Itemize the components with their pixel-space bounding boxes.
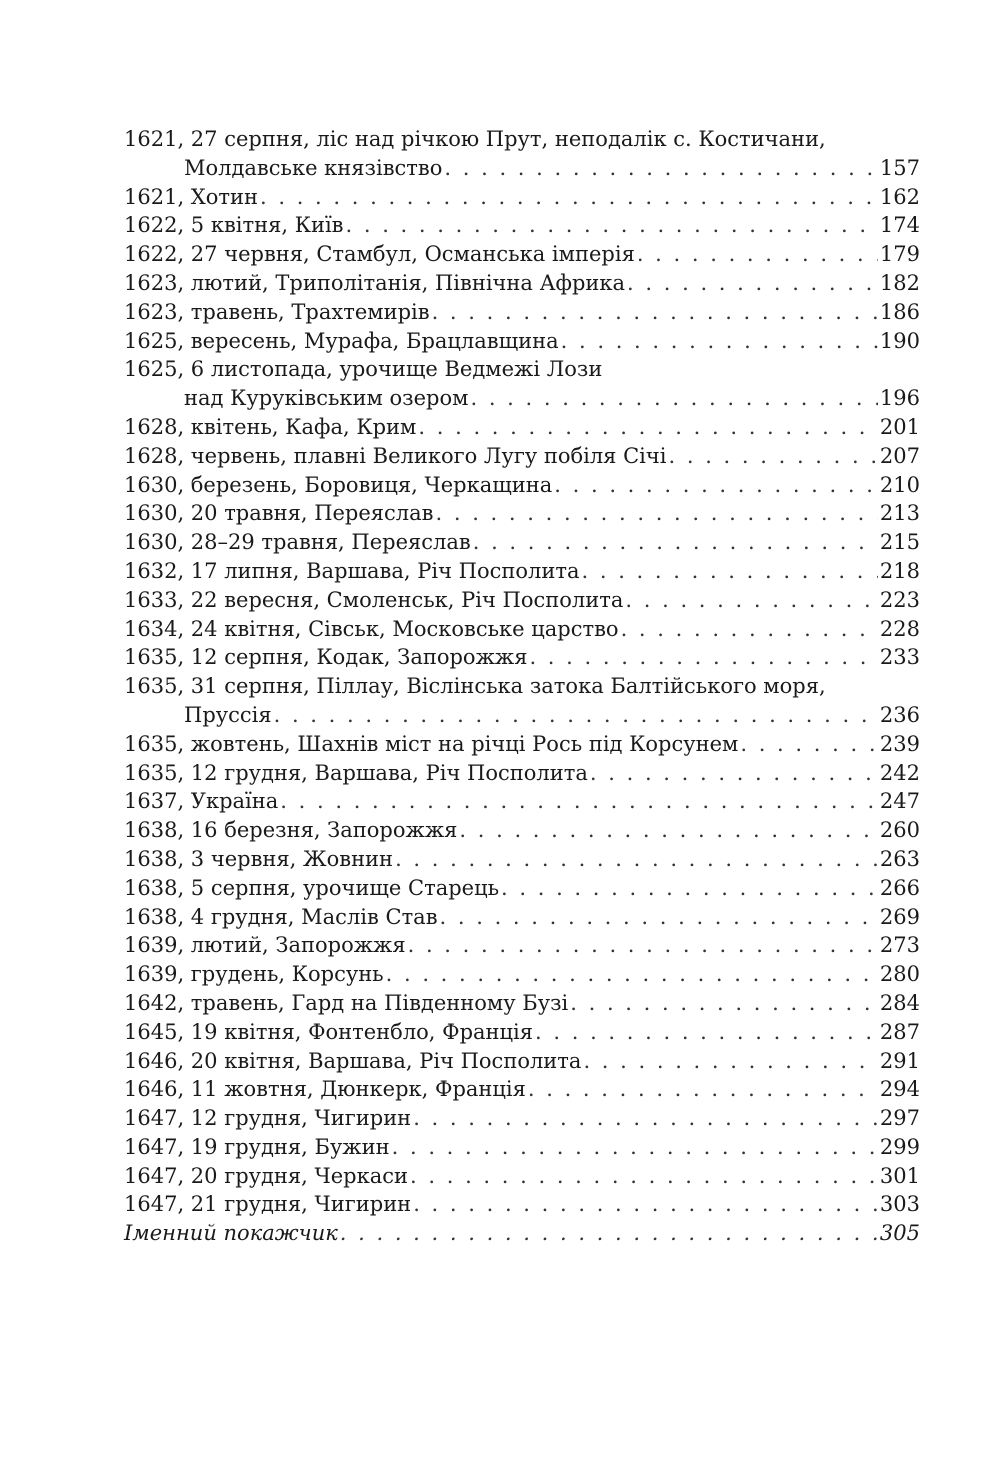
toc-entry-page-number: 239 <box>879 731 920 756</box>
toc-entry-line <box>124 903 920 932</box>
toc-entry-page-number: 162 <box>879 184 920 209</box>
toc-entry-page-number: 196 <box>879 386 920 411</box>
toc-entry <box>124 586 920 615</box>
dot-leader <box>413 1104 878 1133</box>
toc-entry-page-number: 218 <box>879 558 920 583</box>
dot-leader <box>570 989 878 1018</box>
toc-entry <box>124 442 920 471</box>
toc-entry-page-number: 182 <box>879 270 920 295</box>
toc-entry-title: 1635, 12 грудня, Варшава, Річ Посполита <box>124 760 588 785</box>
dot-leader <box>436 499 878 528</box>
toc-entry-page-number: 157 <box>879 155 920 180</box>
toc-entry <box>124 874 920 903</box>
toc-entry <box>124 960 920 989</box>
toc-entry-title: 1634, 24 квітня, Сівськ, Московське царство <box>124 616 619 641</box>
toc-entry-line <box>124 1219 920 1248</box>
toc-entry-title: 1639, грудень, Корсунь <box>124 962 384 987</box>
toc-entry-line <box>124 183 920 212</box>
toc-entry-page-number: 207 <box>879 443 920 468</box>
toc-entry-title: 1628, червень, плавні Великого Лугу побіля Січі <box>124 443 667 468</box>
toc-entry <box>124 615 920 644</box>
dot-leader <box>583 1047 877 1076</box>
toc-entry-title: 1638, 4 грудня, Маслів Став <box>124 904 438 929</box>
dot-leader <box>395 845 878 874</box>
toc-entry <box>124 211 920 240</box>
toc-entry-line <box>124 384 920 413</box>
toc-entry-line <box>124 816 920 845</box>
dot-leader <box>561 327 878 356</box>
toc-entry-line <box>124 557 920 586</box>
toc-entry-title: 1622, 27 червня, Стамбул, Османська імперія <box>124 242 635 267</box>
toc-entry-title: 1630, 28–29 травня, Переяслав <box>124 530 471 555</box>
toc-entry-line <box>124 1018 920 1047</box>
toc-entry-title: 1635, 31 серпня, Піллау, Віслінська затока Балтійського моря, <box>124 674 826 699</box>
toc-entry <box>124 1018 920 1047</box>
toc-entry-title: 1633, 22 вересня, Смоленськ, Річ Посполита <box>124 587 624 612</box>
toc-entry-page-number: 215 <box>879 530 920 555</box>
dot-leader <box>340 1219 878 1248</box>
toc-entry-title: Іменний покажчик <box>124 1221 338 1246</box>
dot-leader <box>470 384 877 413</box>
toc-entry-page-number: 260 <box>879 818 920 843</box>
toc-entry-title: 1625, вересень, Мурафа, Брацлавщина <box>124 328 559 353</box>
dot-leader <box>432 298 878 327</box>
toc-entry-page-number: 263 <box>879 846 920 871</box>
toc-entry-title: 1635, 12 серпня, Кодак, Запорожжя <box>124 645 528 670</box>
toc-entry-page-number: 284 <box>879 990 920 1015</box>
toc-entry <box>124 1219 920 1248</box>
dot-leader <box>408 931 878 960</box>
toc-entry-line <box>124 787 920 816</box>
toc-entry <box>124 1133 920 1162</box>
toc-entry <box>124 1190 920 1219</box>
toc-entry-line <box>124 643 920 672</box>
toc-entry-title: 1646, 20 квітня, Варшава, Річ Посполита <box>124 1048 582 1073</box>
toc-entry-line <box>124 615 920 644</box>
toc-entry-line <box>124 989 920 1018</box>
toc-entry <box>124 787 920 816</box>
toc-entry <box>124 528 920 557</box>
toc-entry-page-number: 233 <box>879 645 920 670</box>
toc-entry-title: 1647, 12 грудня, Чигирин <box>124 1106 412 1131</box>
dot-leader <box>529 643 877 672</box>
toc-entry-title: 1647, 19 грудня, Бужин <box>124 1134 390 1159</box>
dot-leader <box>346 211 878 240</box>
toc-entry-line <box>124 1162 920 1191</box>
toc-entry <box>124 471 920 500</box>
toc-entry <box>124 816 920 845</box>
toc-entry-page-number: 228 <box>879 616 920 641</box>
dot-leader <box>260 183 878 212</box>
toc-entry-title: 1623, травень, Трахтемирів <box>124 299 430 324</box>
toc-entry-page-number: 190 <box>879 328 920 353</box>
toc-entry-line <box>124 298 920 327</box>
dot-leader <box>444 154 878 183</box>
toc-entry <box>124 557 920 586</box>
toc-entry-page-number: 297 <box>879 1106 920 1131</box>
toc-entry-line <box>124 586 920 615</box>
dot-leader <box>274 701 878 730</box>
toc-entry-line <box>124 672 920 701</box>
toc-entry <box>124 1047 920 1076</box>
toc-entry-title: 1628, квітень, Кафа, Крим <box>124 414 417 439</box>
toc-entry-line <box>124 442 920 471</box>
toc-entry-title: 1642, травень, Гард на Південному Бузі <box>124 990 569 1015</box>
toc-entry <box>124 298 920 327</box>
toc-entry <box>124 499 920 528</box>
toc-entry-line <box>124 960 920 989</box>
dot-leader <box>528 1075 878 1104</box>
toc-entry-title: 1622, 5 квітня, Київ <box>124 213 344 238</box>
toc-entry <box>124 183 920 212</box>
toc-entry-title: Пруссія <box>184 702 272 727</box>
toc-entry-page-number: 236 <box>879 702 920 727</box>
dot-leader <box>627 269 878 298</box>
toc-entry-page-number: 247 <box>879 789 920 814</box>
toc-entry <box>124 730 920 759</box>
dot-leader <box>621 615 878 644</box>
toc-entry <box>124 327 920 356</box>
toc-entry-page-number: 266 <box>879 875 920 900</box>
toc-entry <box>124 845 920 874</box>
toc-entry <box>124 125 920 183</box>
toc-entry-page-number: 269 <box>879 904 920 929</box>
toc-entry-line <box>124 1133 920 1162</box>
toc-entry <box>124 672 920 730</box>
toc-entry-page-number: 210 <box>879 472 920 497</box>
toc-entry-line <box>124 845 920 874</box>
dot-leader <box>554 471 878 500</box>
toc-entry-line <box>124 701 920 730</box>
toc-entry-line <box>124 1190 920 1219</box>
dot-leader <box>418 413 878 442</box>
toc-entry-title: 1621, 27 серпня, ліс над річкою Прут, неподалік с. Костичани, <box>124 127 826 151</box>
toc-entry <box>124 1162 920 1191</box>
dot-leader <box>392 1133 878 1162</box>
toc-entry-title: 1639, лютий, Запорожжя <box>124 933 406 958</box>
toc-entry-line <box>124 528 920 557</box>
toc-entry-line <box>124 327 920 356</box>
toc-entry-page-number: 213 <box>879 501 920 526</box>
dot-leader <box>440 903 878 932</box>
toc-entry-page-number: 303 <box>879 1192 920 1217</box>
toc-entry-page-number: 242 <box>879 760 920 785</box>
toc-entry-title: 1645, 19 квітня, Фонтенбло, Франція <box>124 1019 534 1044</box>
dot-leader <box>473 528 878 557</box>
toc-entry-line <box>124 355 920 384</box>
toc-entry <box>124 931 920 960</box>
toc-entry-page-number: 299 <box>879 1134 920 1159</box>
toc-entry-page-number: 291 <box>879 1048 920 1073</box>
toc-entry-page-number: 223 <box>879 587 920 612</box>
toc-entry <box>124 903 920 932</box>
toc-entry-line <box>124 269 920 298</box>
toc-entry-title: 1647, 21 грудня, Чигирин <box>124 1192 412 1217</box>
toc-entry-title: 1647, 20 грудня, Черкаси <box>124 1163 409 1188</box>
toc-entry-title: 1637, Україна <box>124 789 279 814</box>
toc-entry <box>124 643 920 672</box>
dot-leader <box>582 557 878 586</box>
toc-entry-title: 1638, 3 червня, Жовнин <box>124 846 394 871</box>
toc-entry-page-number: 186 <box>879 299 920 324</box>
dot-leader <box>590 759 878 788</box>
toc-entry-title: 1623, лютий, Триполітанія, Північна Африка <box>124 270 626 295</box>
toc-entry-page-number: 294 <box>879 1077 920 1102</box>
toc-entry <box>124 1075 920 1104</box>
toc-entry-page-number: 287 <box>879 1019 920 1044</box>
dot-leader <box>625 586 878 615</box>
toc-entry-line <box>124 499 920 528</box>
toc-entry-line <box>124 730 920 759</box>
dot-leader <box>459 816 878 845</box>
toc-entry-title: 1638, 16 березня, Запорожжя <box>124 818 458 843</box>
toc-entry-line <box>124 874 920 903</box>
dot-leader <box>410 1162 878 1191</box>
toc-entry-line <box>124 413 920 442</box>
toc-entry-page-number: 305 <box>879 1221 920 1246</box>
table-of-contents <box>124 125 920 1248</box>
toc-entry <box>124 989 920 1018</box>
toc-entry-line <box>124 1075 920 1104</box>
toc-entry-line <box>124 211 920 240</box>
dot-leader <box>501 874 878 903</box>
toc-entry <box>124 1104 920 1133</box>
toc-entry-page-number: 301 <box>879 1163 920 1188</box>
toc-entry <box>124 269 920 298</box>
toc-entry-title: над Куруківським озером <box>184 386 469 411</box>
dot-leader <box>535 1018 878 1047</box>
dot-leader <box>386 960 878 989</box>
dot-leader <box>637 240 878 269</box>
toc-entry-line <box>124 154 920 183</box>
toc-entry-line <box>124 931 920 960</box>
toc-entry-title: 1625, 6 листопада, урочище Ведмежі Лози <box>124 357 603 382</box>
toc-entry-line <box>124 1104 920 1133</box>
toc-entry-title: 1630, 20 травня, Переяслав <box>124 501 434 526</box>
toc-entry-page-number: 273 <box>879 933 920 958</box>
toc-entry-page-number: 280 <box>879 962 920 987</box>
toc-entry <box>124 413 920 442</box>
toc-entry-title: 1635, жовтень, Шахнів міст на річці Рось під Корсунем <box>124 731 739 756</box>
toc-entry-title: 1646, 11 жовтня, Дюнкерк, Франція <box>124 1077 526 1102</box>
toc-entry-line <box>124 240 920 269</box>
toc-entry-page-number: 174 <box>879 213 920 238</box>
toc-entry-page-number: 179 <box>879 242 920 267</box>
toc-entry-title: 1632, 17 липня, Варшава, Річ Посполита <box>124 558 580 583</box>
toc-entry <box>124 240 920 269</box>
dot-leader <box>413 1190 878 1219</box>
toc-entry-title: 1621, Хотин <box>124 184 258 209</box>
toc-entry-title: 1630, березень, Боровиця, Черкащина <box>124 472 553 497</box>
toc-entry-title: 1638, 5 серпня, урочище Старець <box>124 875 500 900</box>
toc-entry-title: Молдавське князівство <box>184 155 443 180</box>
dot-leader <box>740 730 878 759</box>
toc-entry-line <box>124 125 920 154</box>
dot-leader <box>669 442 878 471</box>
toc-entry-line <box>124 1047 920 1076</box>
dot-leader <box>280 787 878 816</box>
toc-entry-line <box>124 471 920 500</box>
toc-entry <box>124 759 920 788</box>
toc-entry <box>124 355 920 413</box>
toc-entry-page-number: 201 <box>879 414 920 439</box>
toc-entry-line <box>124 759 920 788</box>
